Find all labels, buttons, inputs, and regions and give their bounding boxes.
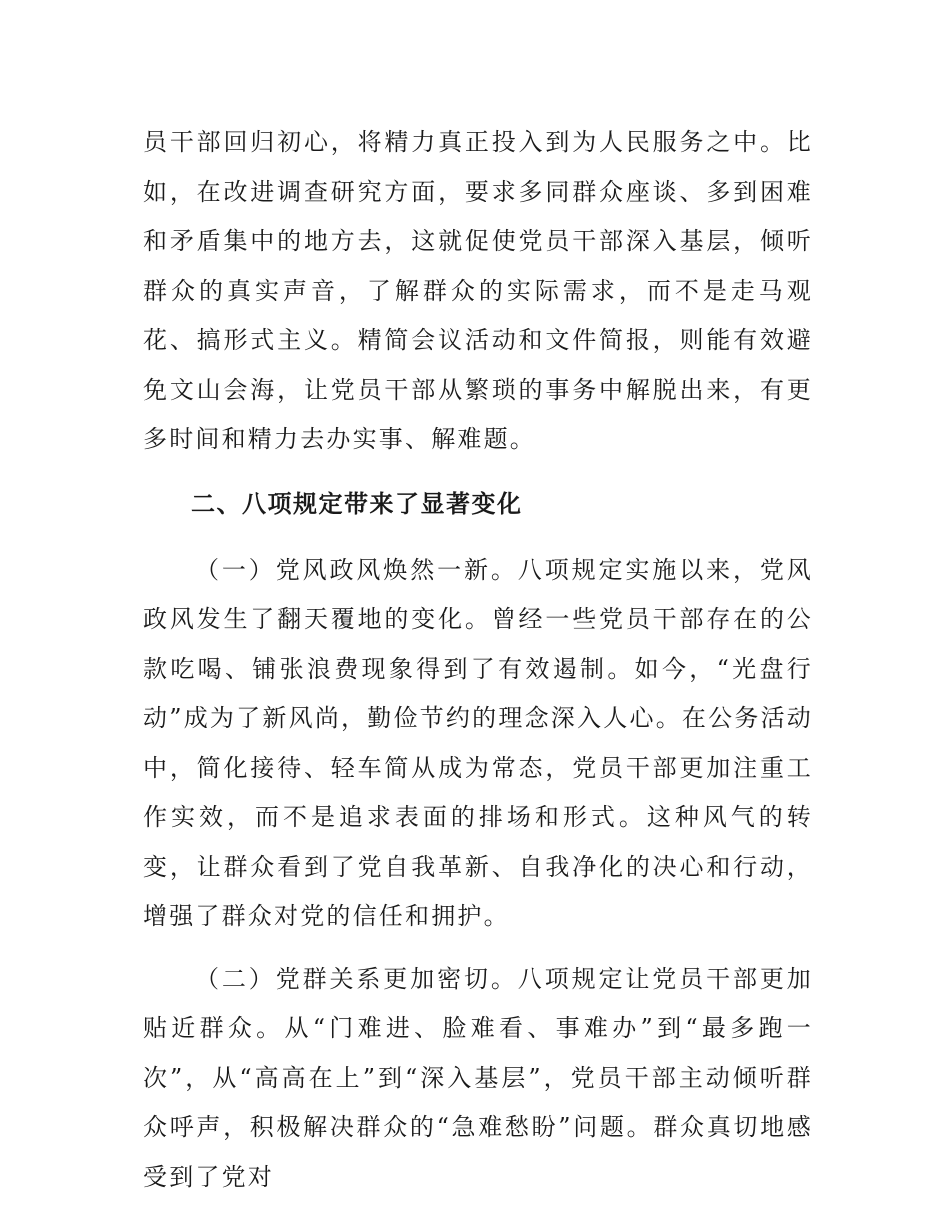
paragraph-party-masses: （二）党群关系更加密切。八项规定让党员干部更加贴近群众。从“门难进、脸难看、事难办”到“最多跑一次”，从“高高在上”到“深入基层”，党员干部主动倾听群众呼声，积极解决群众的“急难愁盼”问题。群众真切地感受到了党对 [143,964,813,1191]
paragraph-continuation: 员干部回归初心，将精力真正投入到为人民服务之中。比如，在改进调查研究方面，要求多同群众座谈、多到困难和矛盾集中的地方去，这就促使党员干部深入基层，倾听群众的真实声音，了解群众的实际需求，而不是走马观花、搞形式主义。精简会议活动和文件简报，则能有效避免文山会海，让党员干部从繁琐的事务中解脱出来，有更多时间和精力去办实事、解难题。 [143,128,813,453]
document-body [143,118,813,1202]
section-heading: 二、八项规定带来了显著变化 [191,489,523,518]
paragraph-party-style: （一）党风政风焕然一新。八项规定实施以来，党风政风发生了翻天覆地的变化。曾经一些党员干部存在的公款吃喝、铺张浪费现象得到了有效遏制。如今，“光盘行动”成为了新风尚，勤俭节约的理念深入人心。在公务活动中，简化接待、轻车简从成为常态，党员干部更加注重工作实效，而不是追求表面的排场和形式。这种风气的转变，让群众看到了党自我革新、自我净化的决心和行动，增强了群众对党的信任和拥护。 [143,555,813,930]
